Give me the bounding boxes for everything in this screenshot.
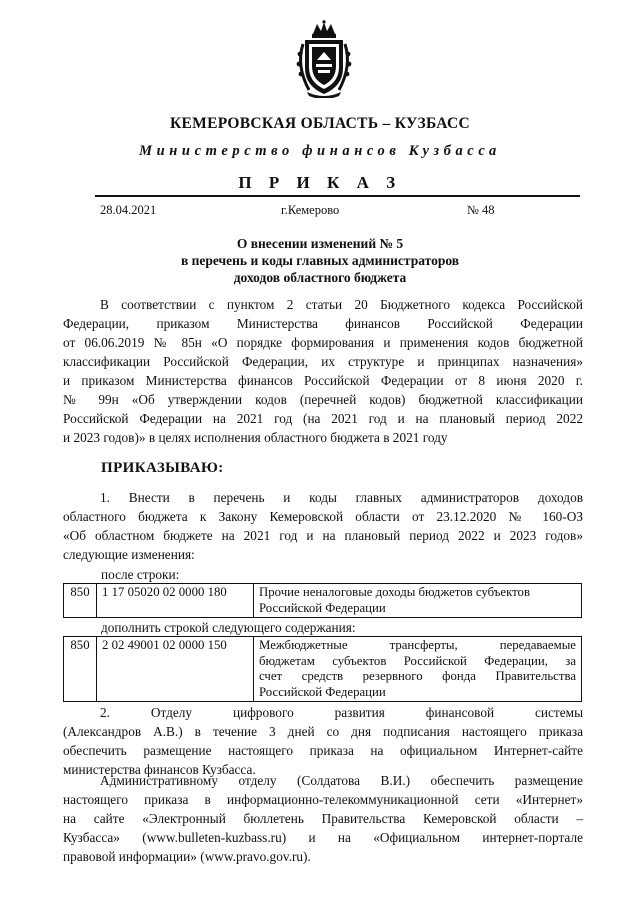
subject-line: в перечень и коды главных администраторов <box>180 253 460 268</box>
kbk-code-cell: 2 02 49001 02 0000 150 <box>97 637 254 702</box>
table-row <box>64 584 582 618</box>
item-3-line: на сайте «Электронный бюллетень Правительства Кемеровской области – <box>63 811 583 826</box>
document-type-title: П Р И К А З <box>238 173 402 192</box>
income-name-line: Межбюджетные трансферты, передаваемые <box>259 638 576 652</box>
item-2-paragraph <box>63 703 583 779</box>
region-title: КЕМЕРОВСКАЯ ОБЛАСТЬ – КУЗБАСС <box>169 115 470 132</box>
item-2-line: министерства финансов Кузбасса. <box>63 762 256 777</box>
item-3-line: Кузбасса» (www.bulleten-kuzbass.ru) и на «Официальном интернет-портале <box>63 830 583 845</box>
after-row-label: после строки: <box>101 567 180 582</box>
item-3-line: правовой информации» (www.pravo.gov.ru). <box>63 849 311 864</box>
subject-line: доходов областного бюджета <box>233 270 407 285</box>
document-subject <box>0 235 640 286</box>
item-1-line: 1. Внести в перечень и коды главных администраторов доходов <box>100 490 583 505</box>
item-3-paragraph <box>63 771 583 866</box>
orders-heading: ПРИКАЗЫВАЮ: <box>101 460 224 476</box>
income-name-line: бюджетам субъектов Российской Федерации, за <box>259 653 576 668</box>
income-name-line: Российской Федерации <box>259 600 386 615</box>
kbk-code-cell: 1 17 05020 02 0000 180 <box>97 584 254 618</box>
item-1-line: «Об областном бюджете на 2021 год и на плановый период 2022 и 2023 годов» <box>63 528 583 543</box>
income-name-cell <box>254 584 582 618</box>
document-number: № 48 <box>467 203 495 217</box>
coat-of-arms-icon <box>293 20 355 98</box>
item-2-line: обеспечить размещение настоящего приказа на официальном Интернет-сайте <box>63 743 583 758</box>
admin-code-cell: 850 <box>64 584 97 618</box>
table-row <box>64 637 582 702</box>
title-underline <box>95 195 580 197</box>
add-row-label: дополнить строкой следующего содержания: <box>101 620 356 635</box>
preamble-line: от 06.06.2019 № 85н «О порядке формирования и применения кодов бюджетной <box>63 335 583 350</box>
preamble-line: Федерации, приказом Министерства финансов Российской Федерации <box>63 316 583 331</box>
preamble-line: и 2023 годов)» в целях исполнения областного бюджета в 2021 году <box>63 430 448 445</box>
item-1-line: следующие изменения: <box>63 547 195 562</box>
existing-row-table <box>63 583 582 618</box>
item-3-line: Административному отделу (Солдатова В.И.) обеспечить размещение <box>100 773 583 788</box>
preamble-line: № 99н «Об утверждении кодов (перечней кодов) бюджетной классификации <box>63 392 583 407</box>
item-2-line: (Александров А.В.) в течение 3 дней со дня подписания настоящего приказа <box>63 724 583 739</box>
document-city: г.Кемерово <box>281 203 340 217</box>
document-date: 28.04.2021 <box>100 203 157 217</box>
subject-line: О внесении изменений № 5 <box>236 236 404 251</box>
coat-of-arms-emblem <box>293 20 355 98</box>
preamble-line: классификации Российской Федерации, их структуре и принципах назначения» <box>63 354 583 369</box>
income-name-line: Российской Федерации <box>259 684 386 699</box>
item-3-line: настоящего приказа в информационно-телекоммуникационной сети «Интернет» <box>63 792 583 807</box>
income-name-cell <box>254 637 582 702</box>
new-row-table <box>63 636 582 702</box>
income-name-line: Прочие неналоговые доходы бюджетов субъектов <box>259 585 531 599</box>
item-1-paragraph <box>63 488 583 564</box>
ministry-name: Министерство финансов Кузбасса <box>139 143 501 159</box>
item-1-line: областного бюджета к Закону Кемеровской области от 23.12.2020 № 160-ОЗ <box>63 509 583 524</box>
income-name-line: счет средств резервного фонда Правительства <box>259 669 576 683</box>
preamble-line: Российской Федерации на 2021 год (на 2021 год и на плановый период 2022 <box>63 411 583 426</box>
admin-code-cell: 850 <box>64 637 97 702</box>
item-2-line: 2. Отделу цифрового развития финансовой системы <box>100 705 583 720</box>
preamble-line: и приказом Министерства финансов Российской Федерации от 8 июня 2020 г. <box>63 373 583 388</box>
preamble-line: В соответствии с пунктом 2 статьи 20 Бюджетного кодекса Российской <box>100 297 583 312</box>
preamble-paragraph <box>63 295 583 447</box>
